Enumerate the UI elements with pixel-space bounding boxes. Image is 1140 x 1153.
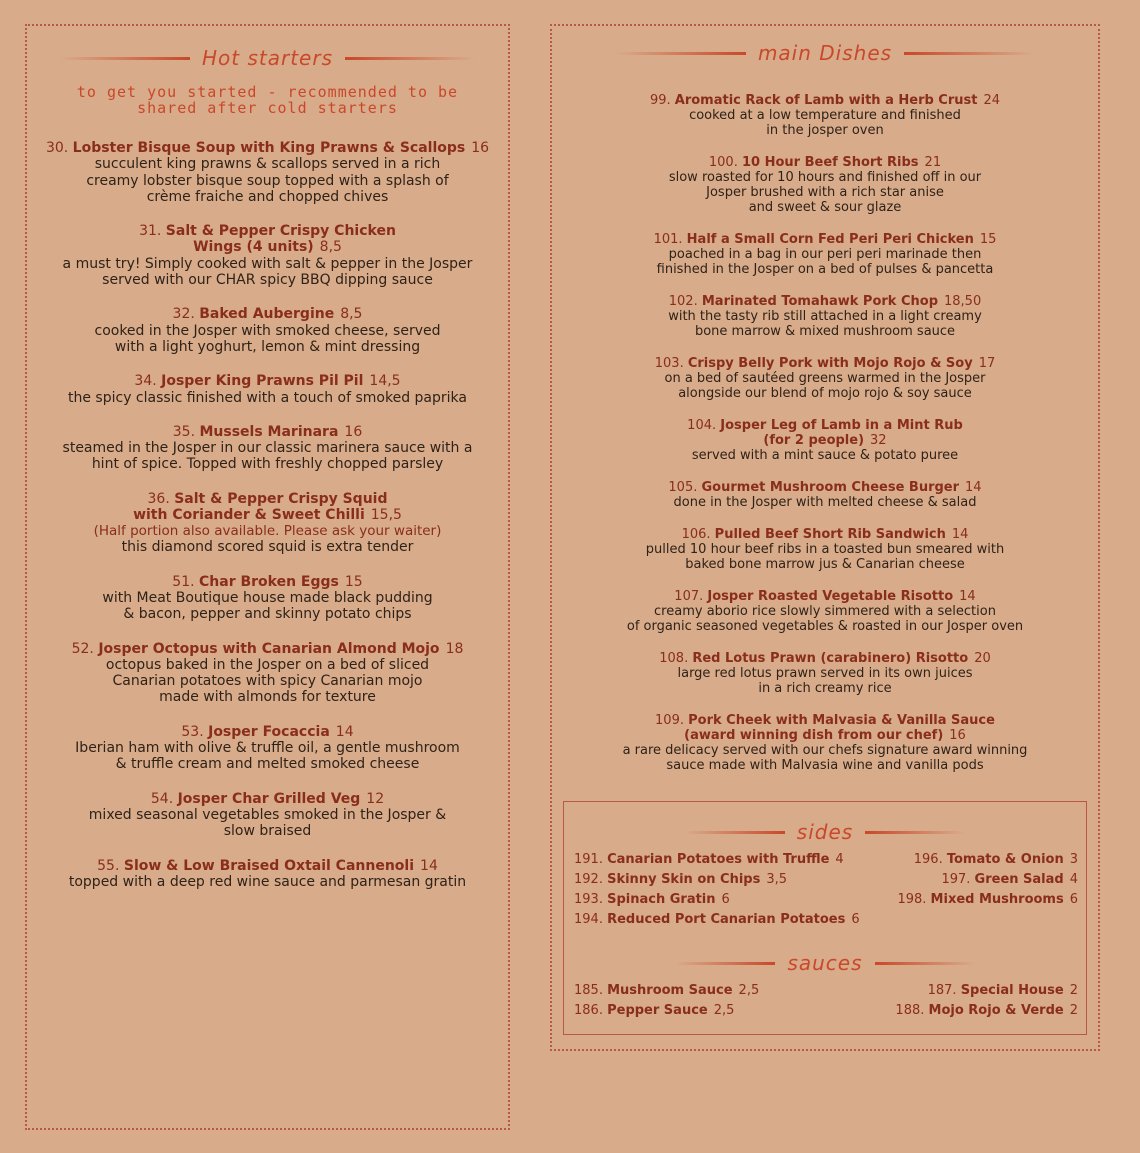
item-name-line [552, 589, 1098, 604]
menu-item [552, 155, 1098, 215]
sides-sauces-box [563, 801, 1087, 1035]
item-number: 106. [681, 527, 711, 542]
item-description: the spicy classic finished with a touch of smoked paprika [68, 389, 467, 406]
item-name-continued: (for 2 people) [763, 433, 865, 448]
menu-item [552, 651, 1098, 696]
item-name: Special House [960, 983, 1064, 998]
item-description: on a bed of sautéed greens warmed in the Josper alongside our blend of mojo rojo & soy sauce [664, 371, 986, 401]
side-item [897, 892, 1078, 907]
item-number: 51. [172, 573, 195, 590]
item-number: 105. [668, 480, 698, 495]
item-number: 34. [134, 373, 157, 390]
item-name: Red Lotus Prawn (carabinero) Risotto [692, 651, 969, 666]
item-number: 108. [659, 651, 689, 666]
main-dishes-panel [550, 24, 1100, 1051]
item-price: 2 [1069, 1003, 1078, 1018]
item-name-line [27, 140, 508, 156]
item-name-continued: with Coriander & Sweet Chilli [133, 507, 365, 524]
item-name-line [552, 527, 1098, 542]
heading-divider-left [60, 57, 190, 60]
item-description: slow roasted for 10 hours and finished off in our Josper brushed with a rich star anise and sweet & sour glaze [668, 170, 982, 215]
item-number: 104. [687, 418, 717, 433]
item-price: 20 [974, 651, 991, 666]
item-description: succulent king prawns & scallops served in a rich creamy lobster bisque soup topped with a splash of crème fraiche and chopped chives [86, 156, 449, 205]
item-name: Half a Small Corn Fed Peri Peri Chicken [686, 232, 974, 247]
heading-divider-right [345, 57, 475, 60]
item-price: 12 [366, 790, 385, 807]
item-price: 2,5 [738, 983, 760, 998]
item-description: cooked in the Josper with smoked cheese, served with a light yoghurt, lemon & mint dressing [94, 322, 441, 355]
item-name: Mussels Marinara [199, 423, 339, 440]
item-number: 194. [574, 912, 603, 927]
item-name-line [552, 232, 1098, 247]
item-name: Char Broken Eggs [199, 573, 339, 590]
menu-item [27, 641, 508, 706]
item-name-line [27, 491, 508, 507]
item-name: Salt & Pepper Crispy Chicken [165, 223, 396, 240]
item-name: Pulled Beef Short Rib Sandwich [714, 527, 946, 542]
item-price: 18,50 [944, 294, 982, 309]
item-name-line [552, 480, 1098, 495]
menu-item [552, 232, 1098, 277]
item-number: 52. [71, 640, 94, 657]
menu-item [27, 373, 508, 406]
item-name: Spinach Gratin [607, 892, 716, 907]
item-price: 6 [1069, 892, 1078, 907]
item-name: Skinny Skin on Chips [607, 872, 761, 887]
item-name-line [552, 155, 1098, 170]
hot-starters-list [27, 140, 508, 908]
item-price: 3,5 [766, 872, 788, 887]
item-number: 31. [139, 223, 162, 240]
item-description: this diamond scored squid is extra tender [121, 539, 414, 556]
side-item [574, 852, 844, 867]
hot-starters-subtitle [27, 84, 508, 116]
item-name: 10 Hour Beef Short Ribs [741, 155, 919, 170]
menu-item [552, 418, 1098, 463]
item-number: 54. [150, 790, 174, 807]
item-price: 6 [851, 912, 860, 927]
item-name-line [552, 294, 1098, 309]
item-price: 3 [1069, 852, 1078, 867]
item-name: Josper King Prawns Pil Pil [161, 373, 364, 390]
subtitle-line-1: to get you started - recommended to be [76, 83, 459, 101]
menu-item [27, 140, 508, 205]
menu-item [27, 724, 508, 773]
item-name: Lobster Bisque Soup with King Prawns & Scallops [72, 140, 466, 156]
item-name: Mojo Rojo & Verde [928, 1003, 1064, 1018]
main-dishes-list [552, 93, 1098, 790]
item-name: Pepper Sauce [607, 1003, 708, 1018]
menu-item [552, 589, 1098, 634]
sides-title: sides [796, 820, 854, 844]
item-name: Pork Cheek with Malvasia & Vanilla Sauce [688, 713, 995, 728]
item-price: 32 [870, 433, 887, 448]
menu-item [27, 424, 508, 473]
item-description: pulled 10 hour beef ribs in a toasted bun smeared with baked bone marrow jus & Canarian cheese [645, 542, 1005, 572]
heading-divider-left [675, 962, 775, 965]
heading-divider-right [865, 831, 965, 834]
item-name-line [27, 641, 508, 657]
item-number: 107. [674, 589, 704, 604]
side-item [928, 983, 1078, 998]
item-price: 15 [979, 232, 997, 247]
item-number: 185. [574, 983, 603, 998]
item-description: creamy aborio rice slowly simmered with a selection of organic seasoned vegetables & roasted in our Josper oven [626, 604, 1024, 634]
item-name-line [552, 433, 1098, 448]
item-number: 35. [172, 423, 196, 440]
item-name-line [552, 713, 1098, 728]
item-name: Green Salad [974, 872, 1064, 887]
side-item [941, 872, 1078, 887]
item-name: Marinated Tomahawk Pork Chop [701, 294, 938, 309]
item-description: with Meat Boutique house made black pudding & bacon, pepper and skinny potato chips [102, 589, 433, 623]
menu-item [27, 858, 508, 891]
item-price: 14 [951, 527, 969, 542]
item-name: Josper Char Grilled Veg [177, 790, 361, 807]
item-price: 15,5 [370, 507, 402, 524]
menu-item [27, 574, 508, 623]
item-price: 8,5 [319, 239, 342, 256]
item-name-line [27, 424, 508, 440]
item-description: a must try! Simply cooked with salt & pepper in the Josper served with our CHAR spicy BBQ dipping sauce [62, 255, 473, 289]
heading-divider-right [875, 962, 975, 965]
sauces-heading [564, 948, 1086, 978]
side-item [574, 872, 787, 887]
item-description: cooked at a low temperature and finished in the josper oven [689, 108, 961, 138]
heading-divider-left [616, 52, 746, 55]
item-price: 18 [445, 640, 464, 657]
item-name-line [552, 356, 1098, 371]
menu-item [27, 223, 508, 288]
item-price: 17 [978, 356, 996, 371]
item-number: 30. [45, 140, 69, 156]
item-description: octopus baked in the Josper on a bed of sliced Canarian potatoes with spicy Canarian mojo made with almonds for texture [105, 656, 430, 706]
item-name-continued: (award winning dish from our chef) [684, 728, 944, 743]
menu-item [552, 713, 1098, 773]
item-name: Reduced Port Canarian Potatoes [607, 912, 846, 927]
item-name-line [552, 728, 1098, 743]
item-price: 14 [959, 589, 976, 604]
item-description: Iberian ham with olive & truffle oil, a gentle mushroom & truffle cream and melted smoked cheese [75, 740, 460, 773]
item-name: Mixed Mushrooms [930, 892, 1064, 907]
side-item [574, 892, 730, 907]
menu-item [552, 294, 1098, 339]
menu-item [27, 791, 508, 840]
sauces-title: sauces [787, 951, 863, 975]
item-number: 191. [574, 852, 603, 867]
item-number: 55. [97, 857, 120, 874]
item-name: Canarian Potatoes with Truffle [607, 852, 830, 867]
hot-starters-title: Hot starters [201, 46, 333, 70]
item-name-line [552, 93, 1098, 108]
item-name: Josper Focaccia [208, 723, 330, 740]
item-number: 32. [172, 306, 195, 323]
item-price: 14 [420, 857, 438, 874]
item-description: topped with a deep red wine sauce and parmesan gratin [68, 873, 467, 890]
item-number: 100. [708, 155, 738, 170]
item-name: Mushroom Sauce [607, 983, 733, 998]
item-description: with the tasty rib still attached in a light creamy bone marrow & mixed mushroom sauce [668, 309, 982, 339]
hot-starters-heading [27, 43, 508, 73]
item-name-line [27, 724, 508, 740]
item-description: large red lotus prawn served in its own juices in a rich creamy rice [677, 666, 973, 696]
item-name-line [27, 858, 508, 874]
menu-item [552, 356, 1098, 401]
item-note: (Half portion also available. Please ask your waiter) [93, 523, 442, 540]
item-description: mixed seasonal vegetables smoked in the Josper & slow braised [88, 806, 447, 840]
item-name-line [27, 574, 508, 590]
item-price: 14,5 [369, 373, 401, 390]
sides-heading [564, 817, 1086, 847]
item-name: Gourmet Mushroom Cheese Burger [701, 480, 960, 495]
item-number: 197. [941, 872, 971, 887]
item-number: 103. [654, 356, 684, 371]
item-price: 24 [983, 93, 1001, 108]
item-name: Josper Leg of Lamb in a Mint Rub [720, 418, 963, 433]
item-number: 192. [574, 872, 603, 887]
item-name: Salt & Pepper Crispy Squid [174, 490, 388, 507]
item-price: 2 [1069, 983, 1078, 998]
item-number: 193. [574, 892, 603, 907]
item-name: Tomato & Onion [946, 852, 1064, 867]
item-name-line [27, 507, 508, 523]
item-number: 102. [668, 294, 698, 309]
item-description: done in the Josper with melted cheese & salad [673, 495, 977, 510]
item-price: 2,5 [713, 1003, 735, 1018]
item-number: 188. [895, 1003, 925, 1018]
item-number: 101. [653, 232, 683, 247]
item-price: 4 [1069, 872, 1078, 887]
item-number: 198. [897, 892, 927, 907]
item-name-line [27, 239, 508, 255]
item-price: 8,5 [340, 306, 363, 323]
item-price: 16 [471, 140, 490, 156]
item-name-line [552, 418, 1098, 433]
item-description: steamed in the Josper in our classic marinera sauce with a hint of spice. Topped with freshly chopped parsley [62, 440, 473, 473]
hot-starters-panel [25, 24, 510, 1130]
item-price: 15 [344, 573, 363, 590]
item-price: 16 [949, 728, 966, 743]
item-name: Josper Octopus with Canarian Almond Mojo [98, 640, 440, 657]
item-number: 187. [927, 983, 957, 998]
item-number: 53. [181, 723, 204, 740]
item-number: 196. [913, 852, 943, 867]
menu-item [552, 480, 1098, 510]
item-name: Baked Aubergine [199, 306, 335, 323]
item-name-line [27, 791, 508, 807]
menu-item [27, 306, 508, 355]
side-item [574, 983, 759, 998]
item-price: 4 [835, 852, 844, 867]
item-name: Josper Roasted Vegetable Risotto [707, 589, 954, 604]
item-price: 21 [924, 155, 942, 170]
item-name: Slow & Low Braised Oxtail Cannenoli [123, 857, 415, 874]
side-item [574, 912, 860, 927]
main-dishes-heading [552, 38, 1098, 68]
item-name-line [27, 373, 508, 389]
item-name: Aromatic Rack of Lamb with a Herb Crust [674, 93, 978, 108]
heading-divider-left [685, 831, 785, 834]
item-description: served with a mint sauce & potato puree [691, 448, 959, 463]
heading-divider-right [904, 52, 1034, 55]
side-item [574, 1003, 734, 1018]
item-number: 109. [655, 713, 684, 728]
menu-item [552, 93, 1098, 138]
item-price: 16 [344, 423, 363, 440]
item-description: poached in a bag in our peri peri marinade then finished in the Josper on a bed of pulses & pancetta [656, 247, 994, 277]
item-price: 14 [965, 480, 982, 495]
item-price: 14 [335, 723, 354, 740]
item-number: 99. [649, 93, 671, 108]
main-dishes-title: main Dishes [757, 41, 893, 65]
item-price: 6 [721, 892, 730, 907]
menu-item [27, 491, 508, 556]
item-number: 186. [574, 1003, 603, 1018]
item-name: Crispy Belly Pork with Mojo Rojo & Soy [687, 356, 973, 371]
side-item [914, 852, 1078, 867]
side-item [895, 1003, 1078, 1018]
item-name-line [552, 651, 1098, 666]
item-name-continued: Wings (4 units) [193, 239, 314, 256]
item-description: a rare delicacy served with our chefs signature award winning sauce made with Malvasia wine and vanilla pods [622, 743, 1028, 773]
item-name-line [27, 306, 508, 322]
subtitle-line-2: shared after cold starters [137, 99, 398, 117]
item-name-line [27, 223, 508, 239]
item-number: 36. [147, 490, 170, 507]
menu-item [552, 527, 1098, 572]
